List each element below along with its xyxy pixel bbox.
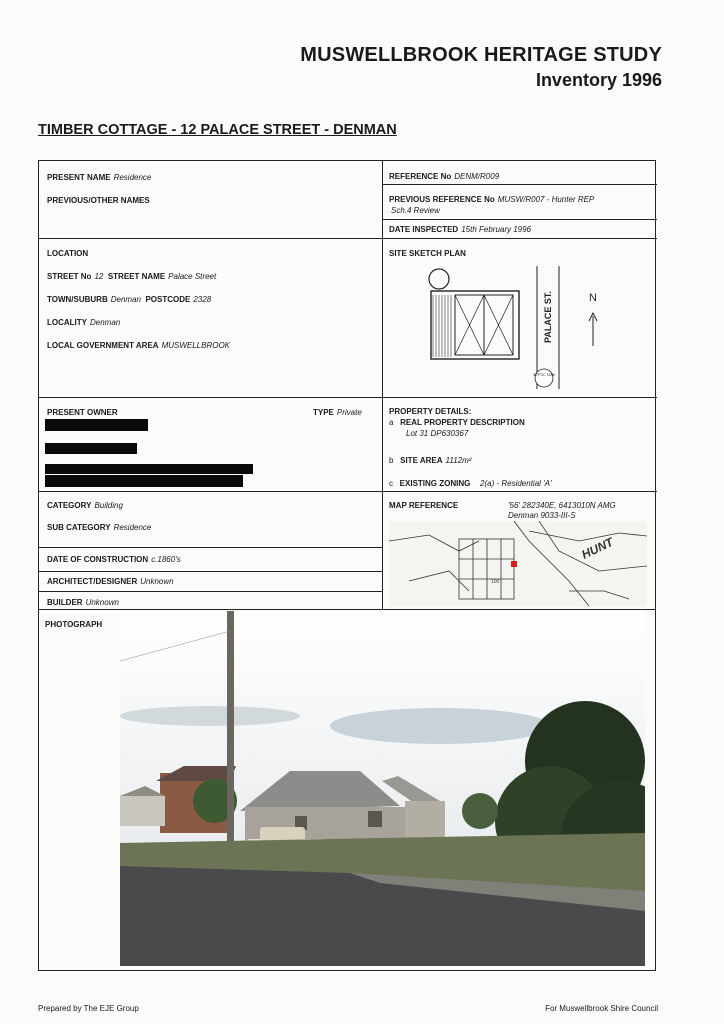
sub-category-field: SUB CATEGORY Residence (47, 523, 152, 532)
builder-field: BUILDER Unknown (47, 598, 119, 607)
row-line (382, 238, 657, 239)
owner-type-field: TYPE Private (313, 408, 362, 417)
column-divider (382, 161, 383, 610)
property-details-label: PROPERTY DETAILS: (389, 407, 472, 416)
row-line (39, 397, 382, 398)
row-line (382, 219, 657, 220)
study-title: MUSWELLBROOK HERITAGE STUDY (300, 44, 662, 66)
site-sketch-label: SITE SKETCH PLAN (389, 249, 466, 258)
row-line (382, 491, 657, 492)
row-line (382, 397, 657, 398)
item-title: TIMBER COTTAGE - 12 PALACE STREET - DENMAN (38, 122, 397, 138)
construction-date-field: DATE OF CONSTRUCTION c.1860's (47, 555, 181, 564)
map-reference-label: MAP REFERENCE (389, 501, 459, 510)
site-sketch-plan (419, 261, 639, 391)
map-reference-value2: Denman 9033-III-S (508, 511, 576, 520)
map-reference-value: '56' 282340E, 6413010N AMG (508, 501, 616, 510)
previous-names-label: PREVIOUS/OTHER NAMES (47, 196, 150, 205)
previous-reference-field: PREVIOUS REFERENCE No MUSW/R007 - Hunter REP (389, 195, 595, 204)
previous-reference-cont: Sch.4 Review (391, 206, 440, 215)
reference-field: REFERENCE No DENM/R009 (389, 172, 500, 181)
redaction-bar (45, 419, 148, 431)
photograph-section (38, 609, 656, 971)
row-line (382, 184, 657, 185)
category-field: CATEGORY Building (47, 501, 123, 510)
redaction-bar (45, 475, 243, 487)
redaction-bar (45, 443, 137, 454)
row-line (39, 491, 382, 492)
zoning-field: c EXISTING ZONING 2(a) - Residential 'A' (389, 479, 552, 488)
row-line (39, 547, 382, 548)
lga-field: LOCAL GOVERNMENT AREA MUSWELLBROOK (47, 341, 231, 350)
septic-tank-label: SEPTIC TANK (533, 373, 556, 377)
map-lot-label: 100 (491, 579, 500, 585)
cottage-photograph (120, 611, 645, 966)
row-line (39, 591, 382, 592)
location-label: LOCATION (47, 249, 89, 258)
real-property-value: Lot 31 DP630367 (406, 429, 469, 438)
location-map (389, 521, 647, 607)
sketch-street-label: PALACE ST. (543, 291, 553, 343)
footer-prepared-by: Prepared by The EJE Group (38, 1004, 139, 1013)
site-area-field: b SITE AREA 1112m² (389, 456, 472, 465)
inventory-form (38, 160, 656, 610)
date-inspected-field: DATE INSPECTED 15th February 1996 (389, 225, 532, 234)
inventory-year: Inventory 1996 (535, 70, 662, 90)
north-label: N (589, 292, 597, 304)
redaction-bar (45, 464, 253, 474)
present-name-field: PRESENT NAME Residence (47, 173, 152, 182)
street-field: STREET No 12 STREET NAME Palace Street (47, 272, 217, 281)
architect-field: ARCHITECT/DESIGNER Unknown (47, 577, 174, 586)
town-field: TOWN/SUBURB Denman POSTCODE 2328 (47, 295, 212, 304)
present-owner-label: PRESENT OWNER (47, 408, 118, 417)
map-hunter-label: HUNT (579, 534, 616, 562)
row-line (39, 238, 382, 239)
real-property-field: a REAL PROPERTY DESCRIPTION (389, 418, 525, 427)
locality-field: LOCALITY Denman (47, 318, 121, 327)
footer-council: For Muswellbrook Shire Council (545, 1004, 658, 1013)
row-line (39, 571, 382, 572)
map-site-marker (511, 561, 517, 567)
photograph-label: PHOTOGRAPH (45, 620, 103, 629)
